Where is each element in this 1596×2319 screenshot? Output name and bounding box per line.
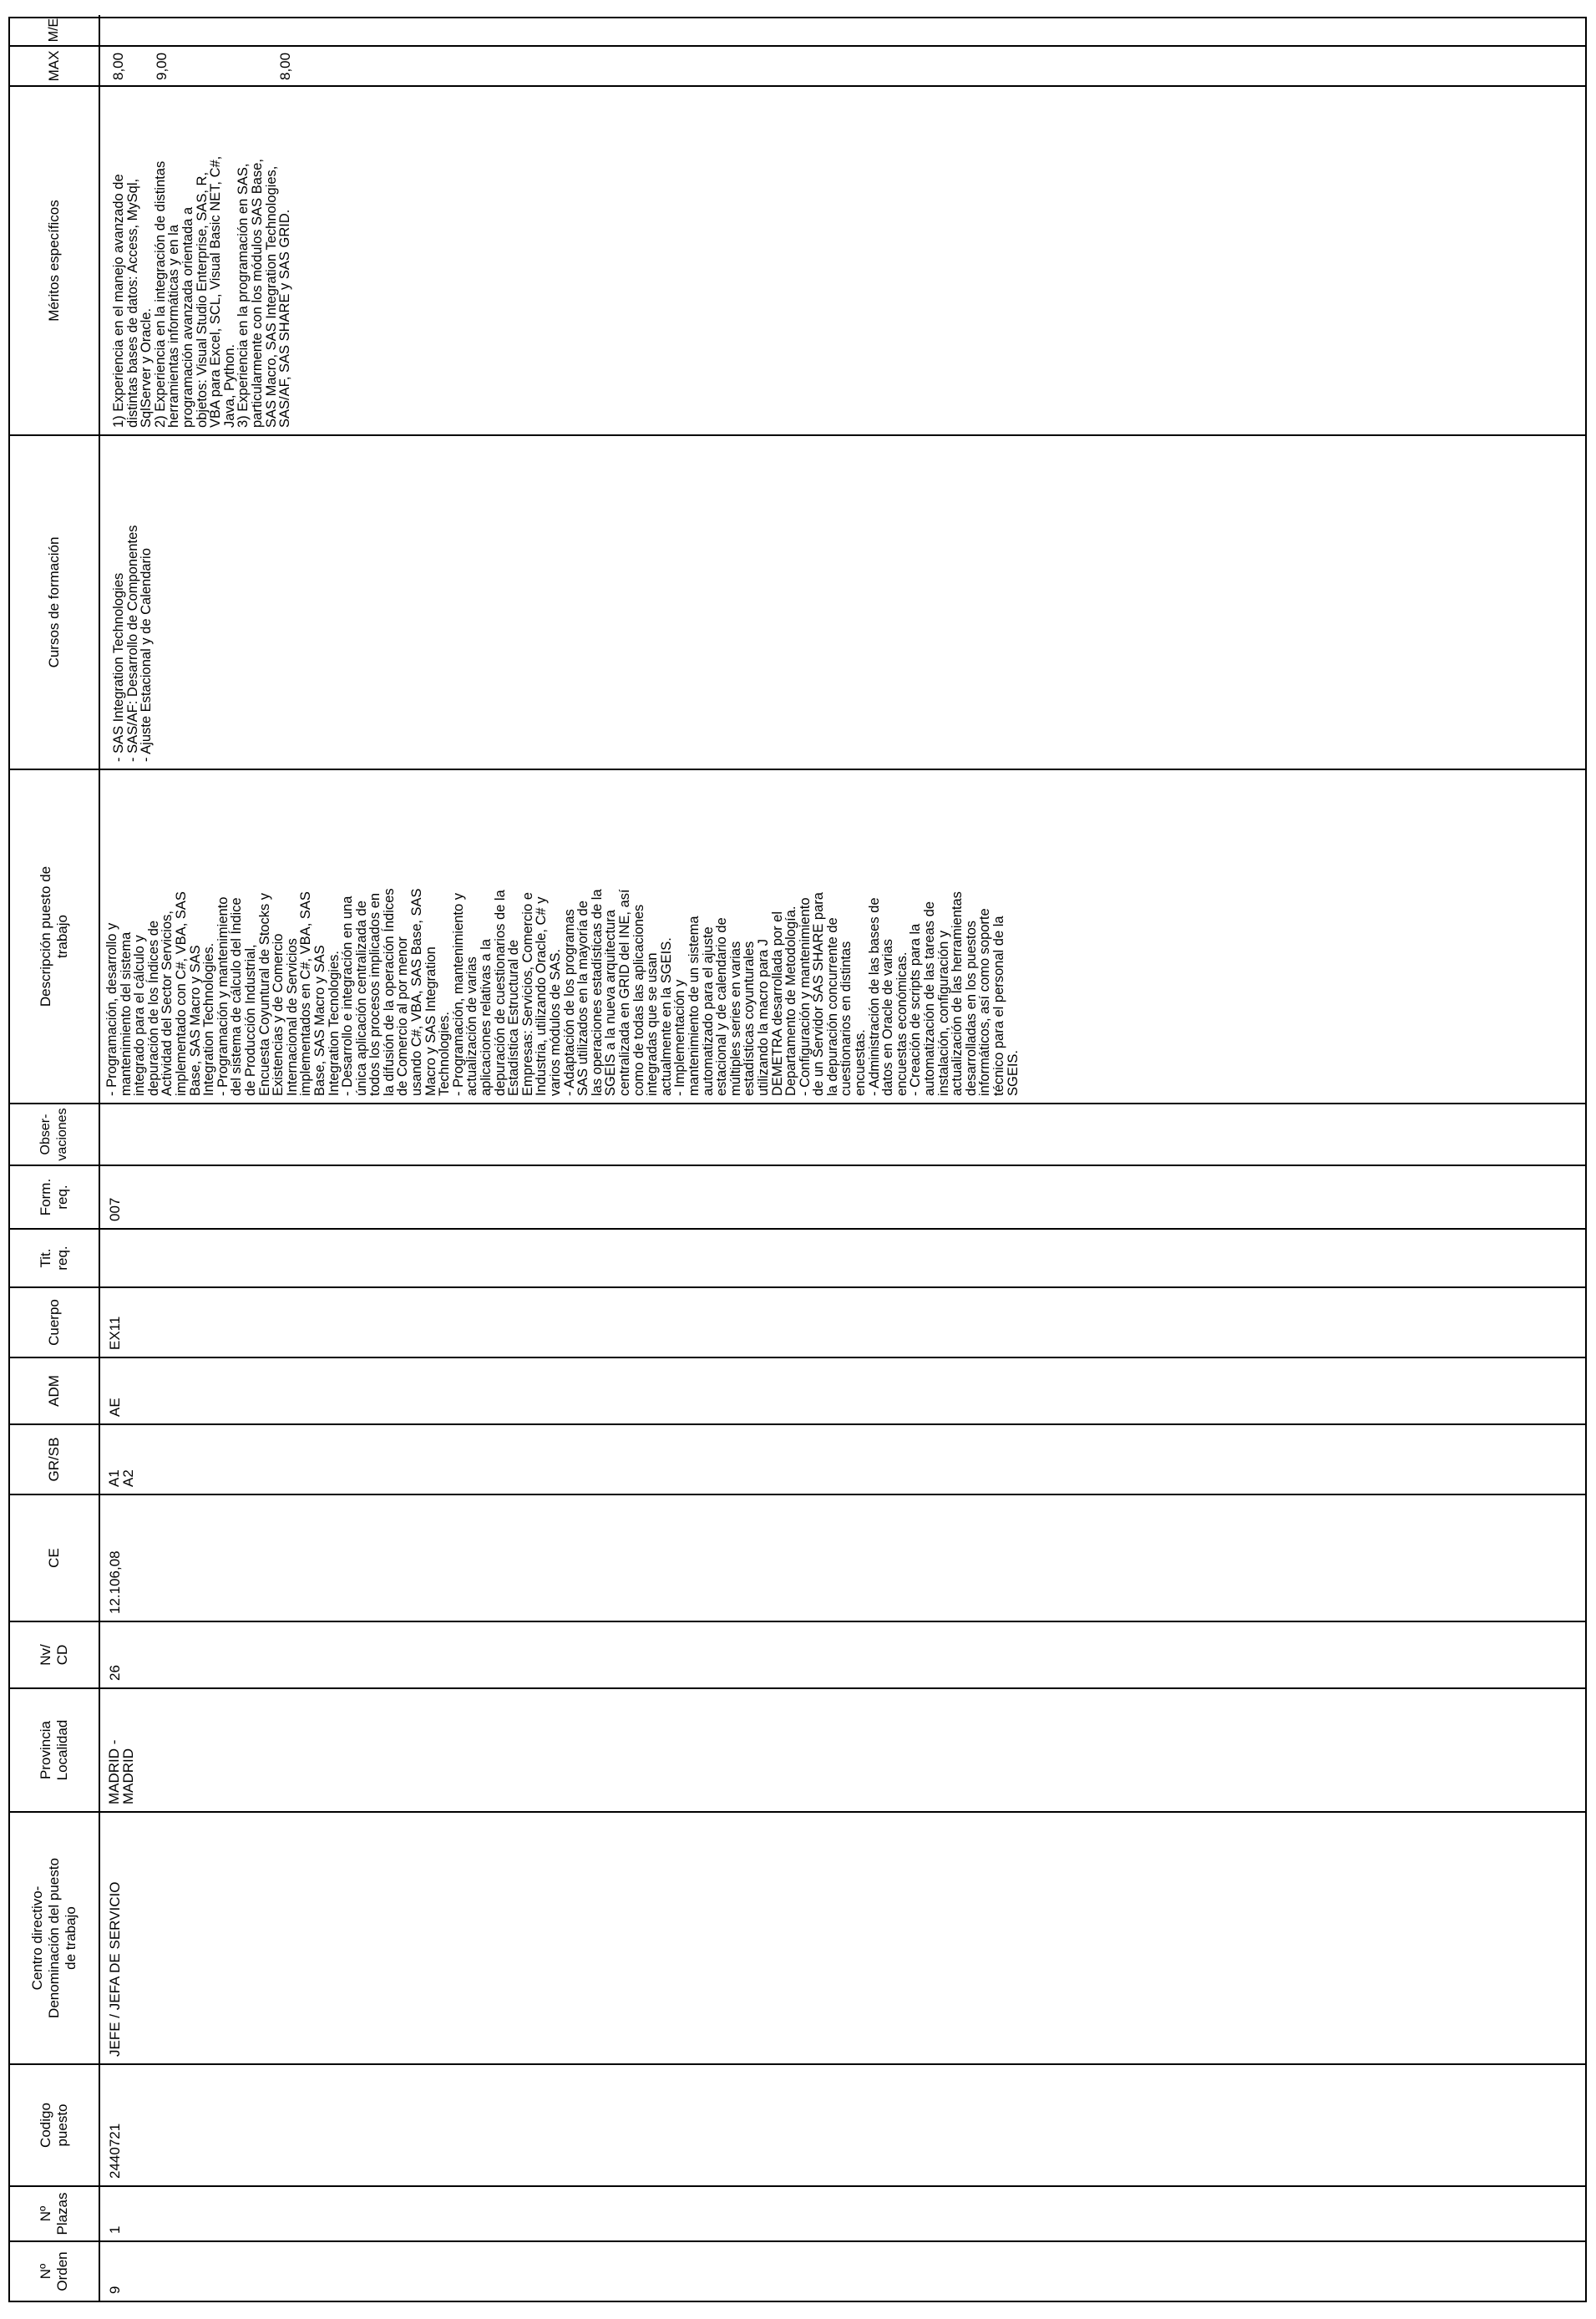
max-value-1: 8,00 — [110, 52, 126, 80]
header-formreq: Form. req. — [10, 1166, 100, 1228]
col-formreq — [10, 1165, 1585, 1228]
cell-observaciones — [100, 1104, 114, 1165]
col-descripcion — [10, 769, 1585, 1103]
header-descripcion: Descripción puesto de trabajo — [10, 770, 100, 1103]
cell-codigo: 2440721 — [107, 2123, 123, 2179]
col-adm — [10, 1357, 1585, 1423]
col-cuerpo — [10, 1286, 1585, 1357]
plazas-table — [8, 17, 1587, 2302]
max-value-3: 8,00 — [277, 52, 293, 80]
header-max: MAX — [10, 47, 100, 85]
cell-adm: AE — [107, 1398, 123, 1417]
header-observaciones: Obser- vaciones — [10, 1104, 100, 1165]
col-me — [10, 15, 1585, 45]
col-codigo — [10, 2063, 1585, 2185]
header-plazas: Nº Plazas — [10, 2187, 100, 2240]
header-ce: CE — [10, 1495, 100, 1621]
col-titreq — [10, 1228, 1585, 1286]
col-nivel — [10, 1621, 1585, 1687]
header-centro: Centro directivo- Denominación del puesto de trabajo — [10, 1813, 100, 2063]
col-centro — [10, 1811, 1585, 2063]
col-observaciones — [10, 1103, 1585, 1165]
col-orden — [10, 2240, 1585, 2301]
header-meritos: Méritos específicos — [10, 87, 100, 434]
cell-nivel: 26 — [107, 1665, 123, 1681]
cell-orden: 9 — [107, 2286, 123, 2294]
cell-cuerpo: EX11 — [107, 1316, 123, 1350]
cell-grsb: A1 A2 — [106, 1469, 136, 1487]
header-codigo: Codigo puesto — [10, 2065, 100, 2185]
cell-descripcion: - Programación, desarrollo y mantenimiento del sistema integrado para el cálculo y depuración de los Índices de Actividad del Sector Servicios, implementado con C#, VBA, SAS Base, SAS Macro y SAS Integration Technologies. - Programación y mantenimiento del sistema de cálculo del Índice de Producción Industrial, Encuesta Coyuntural de Stocks y Existencias y de Comercio Internacional de Servicios implementados en C#, VBA, SAS Base, SAS Macro y SAS Integration Tecnologies. - Desarrollo e integración en una única aplicación centralizada de todos los procesos implicados en la difusión de la operación Índices de Comercio al por menor usando C#, VBA, SAS Base, SAS Macro y SAS Integration Technologies. - Programación, mantenimiento y actualización de varias aplicaciones relativas a la depuración de cuestionarios de la Estadística Estructural de Empresas: Servicios, Comercio e Industria, utilizando Oracle, C# y varios módulos de SAS. - Adaptación de los programas SAS utilizados en la mayoría de las operaciones estadísticas de la SGEIS a la nueva arquitectura centralizada en GRID del INE, así como de todas las aplicaciones integradas que se usan actualmente en la SGEIS. - Implementación y mantenimiento de un sistema automatizado para el ajuste estacional y de calendario de múltiples series en varias estadísticas coyunturales utilizando la macro para J DEMETRA desarrollada por el Departamento de Metodología. - Configuración y mantenimiento de un Servidor SAS SHARE para la depuración concurrente de cuestionarios en distintas encuestas. - Administración de las bases de datos en Oracle de varias encuestas económicas. - Creación de scripts para la automatización de las tareas de instalación, configuración y actualización de las herramientas desarrolladas en los puestos informáticos, así como soporte técnico para el personal de la SGEIS. — [104, 888, 1021, 1096]
col-meritos — [10, 85, 1585, 434]
header-adm: ADM — [10, 1358, 100, 1423]
header-orden: Nº Orden — [10, 2242, 100, 2301]
col-ce — [10, 1494, 1585, 1621]
col-grsb — [10, 1423, 1585, 1494]
cell-centro: JEFE / JEFA DE SERVICIO — [107, 1881, 123, 2057]
header-cursos: Cursos de formación — [10, 436, 100, 769]
header-titreq: Tit. req. — [10, 1230, 100, 1286]
max-value-2: 9,00 — [154, 52, 170, 80]
max-values — [100, 47, 601, 85]
header-provincia: Provincia Localidad — [10, 1689, 100, 1811]
cell-plazas: 1 — [107, 2225, 123, 2234]
header-nivel: Nv/ CD — [10, 1622, 100, 1687]
cell-formreq: 007 — [107, 1197, 123, 1221]
col-cursos — [10, 434, 1585, 769]
col-provincia — [10, 1687, 1585, 1811]
cell-meritos: 1) Experiencia en el manejo avanzado de distintas bases de datos: Access, MySql, SqlServer y Oracle. 2) Experiencia en la integración de distintas herramientas informáticas y en la programación avanzada orientada a objetos: Visual Studio Enterprise, SAS, R, VBA para Excel, SCL, Visual Basic NET, C#, Java, Python. 3) Experiencia en la programación en SAS, particularmente con los módulos SAS Base, SAS Macro, SAS Integration Technologies, SAS/AF, SAS SHARE y SAS GRID. — [111, 155, 293, 428]
col-max — [10, 45, 1585, 85]
header-me: M/E — [10, 15, 100, 45]
cell-cursos: - SAS Integration Technologies - SAS/AF: Desarrollo de Componentes - Ajuste Estacional y de Calendario — [111, 525, 155, 762]
col-plazas — [10, 2185, 1585, 2240]
header-grsb: GR/SB — [10, 1425, 100, 1494]
header-cuerpo: Cuerpo — [10, 1288, 100, 1357]
cell-titreq — [100, 1230, 114, 1286]
cell-provincia: MADRID - MADRID — [106, 1739, 136, 1804]
cell-ce: 12.106,08 — [107, 1550, 123, 1614]
cell-me — [100, 15, 114, 45]
